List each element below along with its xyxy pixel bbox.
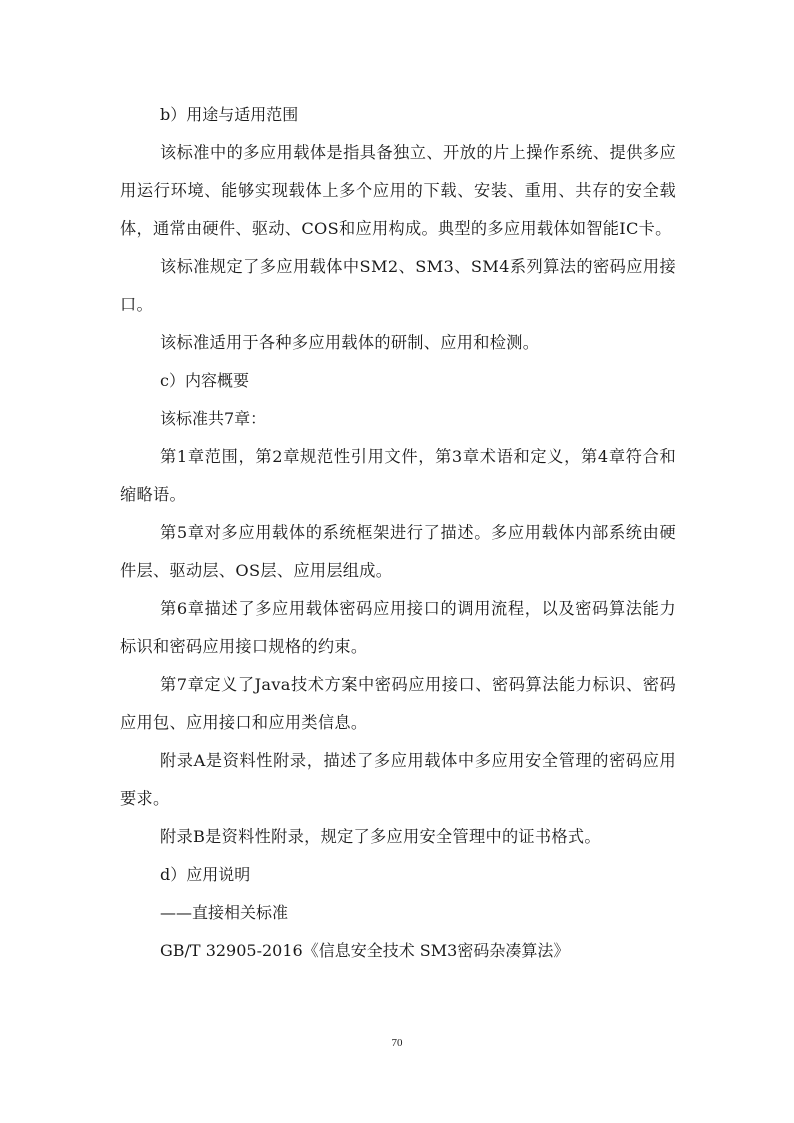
section-c-paragraph-4: 第7章定义了Java技术方案中密码应用接口、密码算法能力标识、密码应用包、应用接口和应用类信息。 xyxy=(120,675,676,732)
section-c-heading: c）内容概要 xyxy=(160,371,249,390)
section-b-paragraph-1: 该标准中的多应用载体是指具备独立、开放的片上操作系统、提供多应用运行环境、能够实现载体上多个应用的下载、安装、重用、共存的安全载体，通常由硬件、驱动、COS和应用构成。典型的多应用载体如智能IC卡。 xyxy=(120,143,676,238)
section-b-heading: b）用途与适用范围 xyxy=(160,105,299,124)
section-c-paragraph-2: 第5章对多应用载体的系统框架进行了描述。多应用载体内部系统由硬件层、驱动层、OS层、应用层组成。 xyxy=(120,523,676,580)
section-d-reference: GB/T 32905-2016《信息安全技术 SM3密码杂凑算法》 xyxy=(160,941,570,960)
section-c-paragraph-6: 附录B是资料性附录，规定了多应用安全管理中的证书格式。 xyxy=(160,827,601,846)
page-number: 70 xyxy=(391,1037,403,1049)
section-c-paragraph-1: 第1章范围，第2章规范性引用文件，第3章术语和定义，第4章符合和缩略语。 xyxy=(120,447,676,504)
section-c-paragraph-3: 第6章描述了多应用载体密码应用接口的调用流程，以及密码算法能力标识和密码应用接口规格的约束。 xyxy=(120,599,676,656)
page-body xyxy=(120,96,676,970)
section-b-paragraph-3: 该标准适用于各种多应用载体的研制、应用和检测。 xyxy=(160,333,540,352)
section-d-heading: d）应用说明 xyxy=(160,865,251,884)
section-c-paragraph-5: 附录A是资料性附录，描述了多应用载体中多应用安全管理的密码应用要求。 xyxy=(120,751,676,808)
section-c-intro: 该标准共7章： xyxy=(160,409,267,428)
section-d-subheading: ——直接相关标准 xyxy=(160,903,289,922)
section-b-paragraph-2: 该标准规定了多应用载体中SM2、SM3、SM4系列算法的密码应用接口。 xyxy=(120,257,676,314)
